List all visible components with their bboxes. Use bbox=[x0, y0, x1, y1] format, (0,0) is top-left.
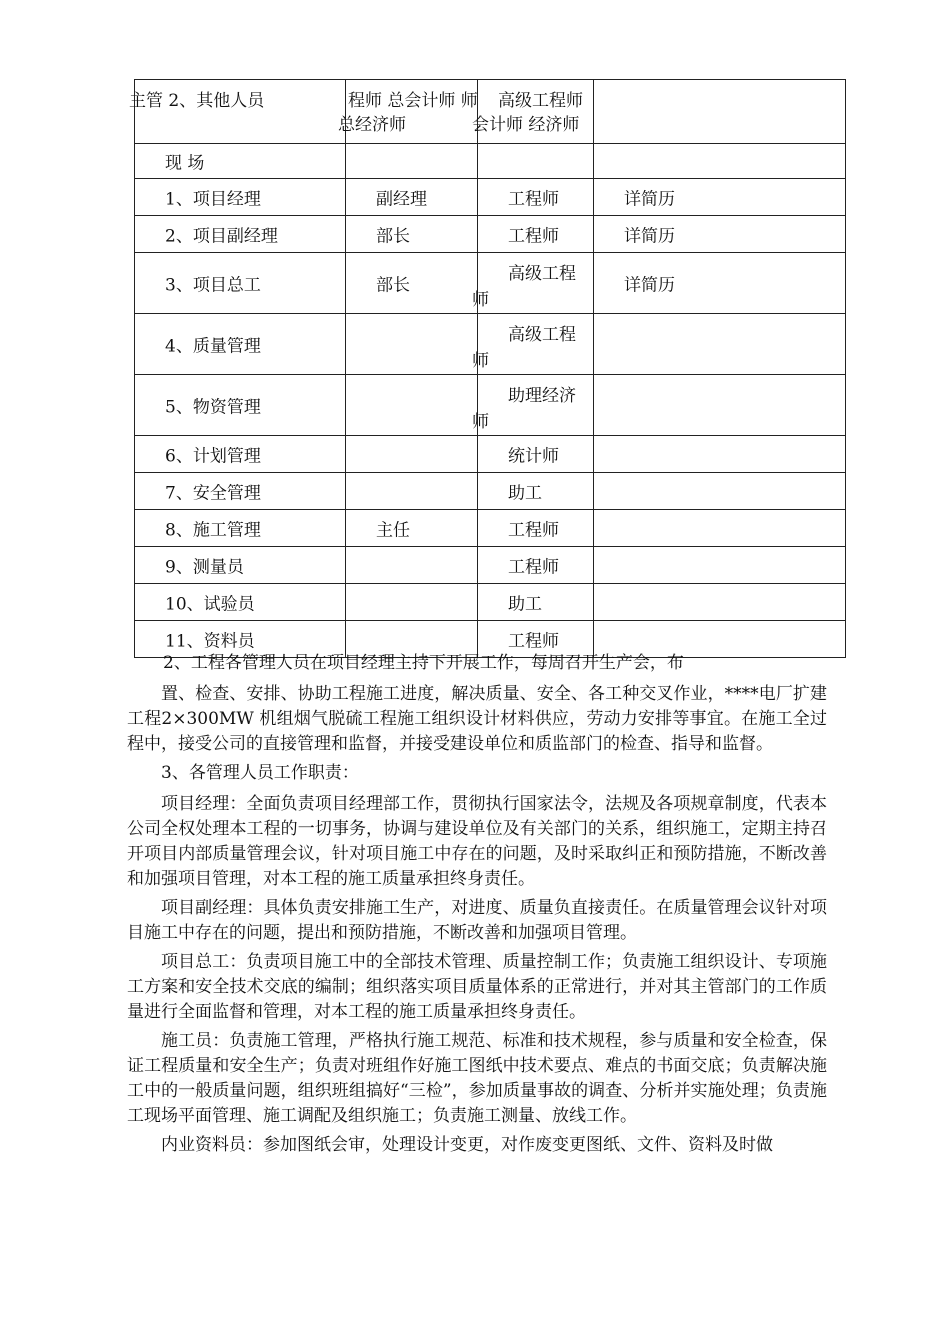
staff-table bbox=[129, 79, 846, 658]
row-title-line1: 助理经济 bbox=[508, 386, 576, 406]
row-position: 部长 bbox=[376, 275, 410, 296]
staff-table-container bbox=[129, 79, 846, 658]
table-row bbox=[135, 253, 846, 314]
table-row bbox=[135, 584, 846, 621]
row-title-line2: 师 bbox=[472, 351, 489, 371]
paragraph-work-arrangement: 2、工程各管理人员在项目经理主持下开展工作，每周召开生产会，布 bbox=[163, 653, 684, 673]
row-name: 3、项目总工 bbox=[165, 275, 261, 296]
paragraph-project-manager: 项目经理：全面负责项目经理部工作，贯彻执行国家法令，法规及各项规章制度，代表本公司全权处理本工程的一切事务，协调与建设单位及有关部门的关系，组织施工，定期主持召开项目内部质量管理会议，针对项目施工中存在的问题，及时采取纠正和预防措施，不断改善和加强项目管理，对本工程的施工质量承担终身责任。 bbox=[127, 794, 827, 889]
row-name: 1、项目经理 bbox=[165, 189, 261, 210]
row-position: 副经理 bbox=[376, 189, 427, 210]
row-title-line1: 高级工程 bbox=[508, 325, 576, 345]
table-row bbox=[135, 375, 846, 436]
paragraph-deputy-manager: 项目副经理：具体负责安排施工生产，对进度、质量负直接责任。在质量管理会议针对项目施工中存在的问题，提出和预防措施，不断改善和加强项目管理。 bbox=[127, 898, 827, 943]
row-note: 详简历 bbox=[624, 189, 675, 210]
row-name: 7、安全管理 bbox=[165, 483, 261, 504]
paragraph-chief-engineer: 项目总工：负责项目施工中的全部技术管理、质量控制工作；负责施工组织设计、专项施工方案和安全技术交底的编制；组织落实项目质量体系的正常进行，并对其主管部门的工作质量进行全面监督和管理，对本工程的施工质量承担终身责任。 bbox=[127, 952, 827, 1022]
table-row bbox=[135, 510, 846, 547]
row-name: 2、项目副经理 bbox=[165, 226, 278, 247]
row-title: 助工 bbox=[508, 594, 542, 615]
section-row bbox=[135, 144, 846, 179]
row-position: 部长 bbox=[376, 226, 410, 247]
row-title: 助工 bbox=[508, 483, 542, 504]
row-title: 工程师 bbox=[508, 520, 559, 541]
row-title: 工程师 bbox=[508, 226, 559, 247]
table-row bbox=[135, 314, 846, 375]
row-name: 8、施工管理 bbox=[165, 520, 261, 541]
table-row bbox=[135, 547, 846, 584]
row-title: 统计师 bbox=[508, 446, 559, 467]
header-col3-line2: 会计师 经济师 bbox=[472, 115, 580, 135]
row-name: 6、计划管理 bbox=[165, 446, 261, 467]
table-header-row bbox=[135, 80, 846, 144]
row-title-line1: 高级工程 bbox=[508, 264, 576, 284]
row-title-line2: 师 bbox=[472, 290, 489, 310]
row-name: 11、资料员 bbox=[165, 631, 255, 652]
row-title-line2: 师 bbox=[472, 412, 489, 432]
row-name: 4、质量管理 bbox=[165, 336, 261, 357]
row-title: 工程师 bbox=[508, 189, 559, 210]
header-col3-line1: 高级工程师 bbox=[498, 91, 583, 111]
paragraph-duties-heading: 3、各管理人员工作职责： bbox=[161, 763, 359, 783]
header-col2-line1: 程师 总会计师 师 bbox=[348, 91, 478, 111]
header-col2-line2: 总经济师 bbox=[338, 115, 406, 135]
row-name: 5、物资管理 bbox=[165, 397, 261, 418]
table-row bbox=[135, 436, 846, 473]
table-row bbox=[135, 216, 846, 253]
row-note: 详简历 bbox=[624, 275, 675, 296]
header-col1: 主管 2、其他人员 bbox=[129, 91, 265, 111]
row-position: 主任 bbox=[376, 520, 410, 541]
paragraph-work-detail: 置、检查、安排、协助工程施工进度，解决质量、安全、各工种交叉作业，****电厂扩建工程2×300MW 机组烟气脱硫工程施工组织设计材料供应，劳动力安排等事宜。在施工全过程中，接受公司的直接管理和监督，并接受建设单位和质监部门的检查、指导和监督。 bbox=[127, 684, 827, 754]
body-text bbox=[127, 651, 827, 1162]
paragraph-construction-officer: 施工员：负责施工管理，严格执行施工规范、标准和技术规程，参与质量和安全检查，保证工程质量和安全生产；负责对班组作好施工图纸中技术要点、难点的书面交底；负责解决施工中的一般质量问题，组织班组搞好“三检”，参加质量事故的调查、分析并实施处理；负责施工现场平面管理、施工调配及组织施工；负责施工测量、放线工作。 bbox=[127, 1031, 827, 1126]
section-label: 现 场 bbox=[165, 153, 205, 174]
table-row bbox=[135, 179, 846, 216]
table-row bbox=[135, 473, 846, 510]
row-name: 9、测量员 bbox=[165, 557, 244, 578]
row-note: 详简历 bbox=[624, 226, 675, 247]
paragraph-document-officer: 内业资料员：参加图纸会审，处理设计变更，对作废变更图纸、文件、资料及时做 bbox=[161, 1135, 773, 1155]
row-title: 工程师 bbox=[508, 557, 559, 578]
row-name: 10、试验员 bbox=[165, 594, 255, 615]
row-title: 工程师 bbox=[508, 631, 559, 652]
